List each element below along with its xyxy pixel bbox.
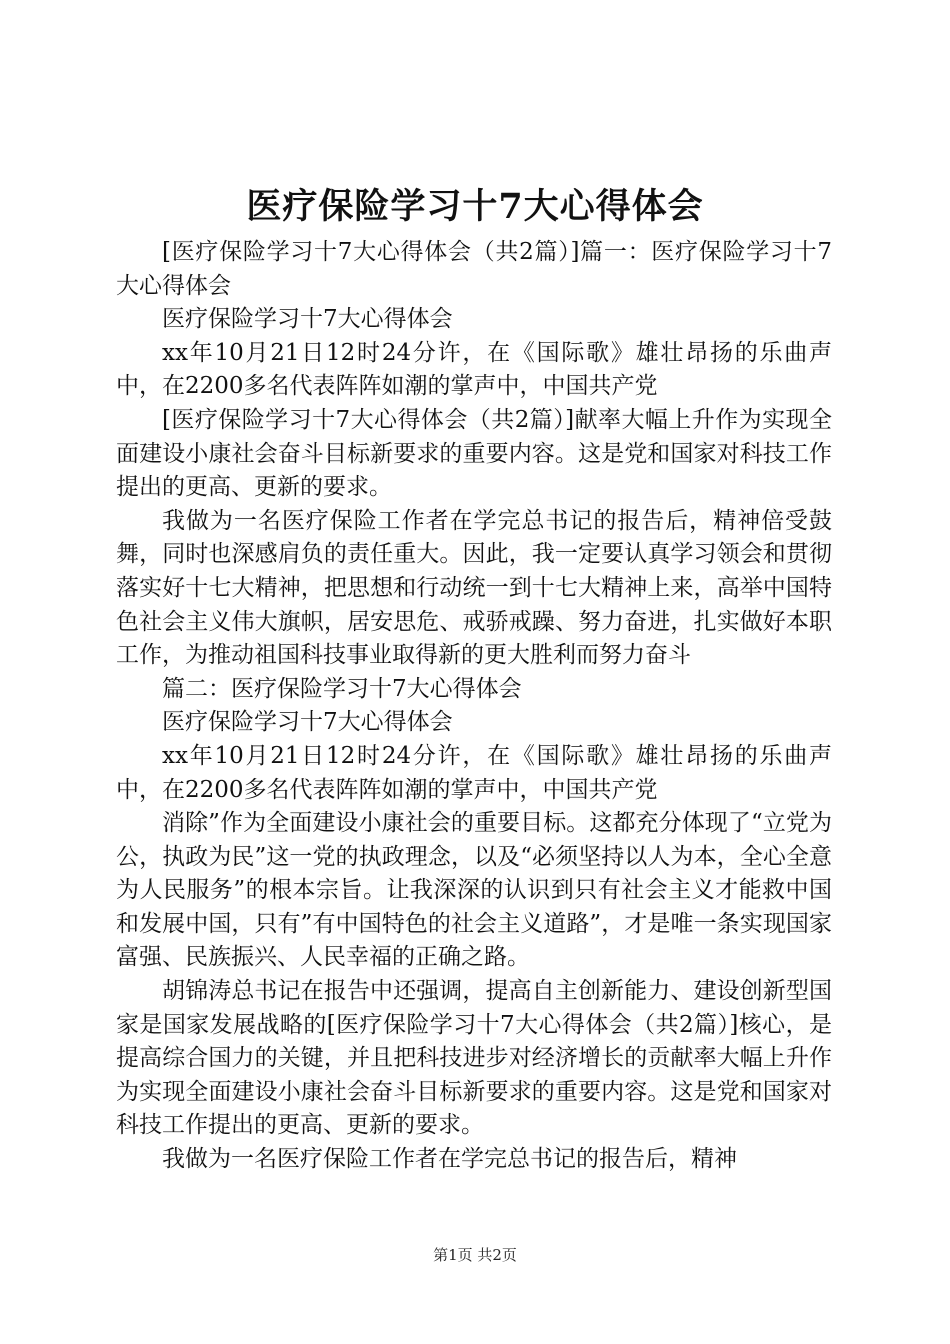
paragraph: [医疗保险学习十7大心得体会（共2篇）]献率大幅上升作为实现全面建设小康社会奋斗目标新要求的重要内容。这是党和国家对科技工作提出的更高、更新的要求。 xyxy=(116,406,832,501)
paragraph: 医疗保险学习十7大心得体会 xyxy=(162,306,453,333)
section-heading: 篇二：医疗保险学习十7大心得体会 xyxy=(162,675,522,702)
paragraph: 消除”作为全面建设小康社会的重要目标。这都充分体现了“立党为公，执政为民”这一党的执政理念，以及“必须坚持以人为本，全心全意为人民服务”的根本宗旨。让我深深的认识到只有社会主义才能救中国和发展中国，只有”有中国特色的社会主义道路”，才是唯一条实现国家富强、民族振兴、人民幸福的正确之路。 xyxy=(116,810,832,971)
paragraph: 我做为一名医疗保险工作者在学完总书记的报告后，精神倍受鼓舞，同时也深感肩负的责任重大。因此，我一定要认真学习领会和贯彻落实好十七大精神，把思想和行动统一到十七大精神上来，高举中国特色社会主义伟大旗帜，居安思危、戒骄戒躁、努力奋进，扎实做好本职工作，为推动祖国科技事业取得新的更大胜利而努力奋斗 xyxy=(116,507,832,669)
paragraph: 胡锦涛总书记在报告中还强调，提高自主创新能力、建设创新型国家是国家发展战略的[医疗保险学习十7大心得体会（共2篇）]核心，是提高综合国力的关键，并且把科技进步对经济增长的贡献率大幅上升作为实现全面建设小康社会奋斗目标新要求的重要内容。这是党和国家对科技工作提出的更高、更新的要求。 xyxy=(116,978,832,1139)
paragraph: [医疗保险学习十7大心得体会（共2篇）]篇一：医疗保险学习十7大心得体会 xyxy=(116,239,832,299)
page-number-footer: 第1页 共2页 xyxy=(433,1246,517,1264)
paragraph: xx年10月21日12时24分许，在《国际歌》雄壮昂扬的乐曲声中，在2200多名代表阵阵如潮的掌声中，中国共产党 xyxy=(116,742,832,803)
document-title: 医疗保险学习十7大心得体会 xyxy=(246,186,704,227)
document-body xyxy=(116,236,832,1177)
paragraph: 我做为一名医疗保险工作者在学完总书记的报告后，精神 xyxy=(162,1146,737,1173)
paragraph: 医疗保险学习十7大心得体会 xyxy=(162,709,453,736)
paragraph: xx年10月21日12时24分许，在《国际歌》雄壮昂扬的乐曲声中，在2200多名代表阵阵如潮的掌声中，中国共产党 xyxy=(116,339,832,400)
